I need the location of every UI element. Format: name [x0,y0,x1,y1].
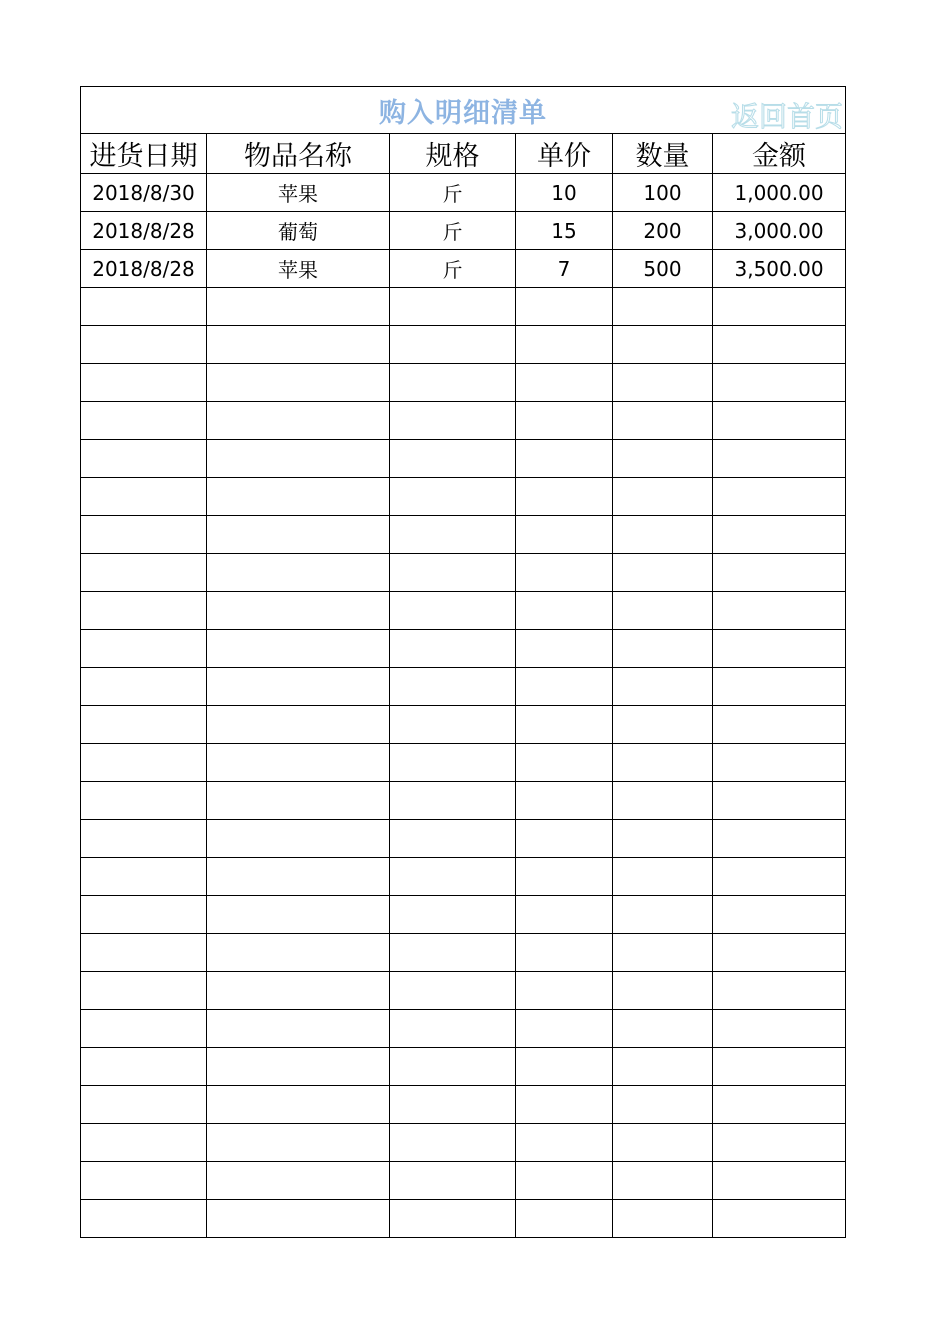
cell-quantity[interactable] [613,630,713,668]
cell-quantity[interactable] [613,782,713,820]
cell-quantity[interactable] [613,896,713,934]
table-row [81,592,846,630]
cell-item-name[interactable] [207,440,390,478]
cell-quantity[interactable] [613,934,713,972]
cell-unit-price[interactable] [516,668,613,706]
title-row [81,87,846,134]
cell-item-name[interactable] [207,630,390,668]
column-header-amount: 金额 [713,134,846,174]
cell-date[interactable] [81,668,207,706]
cell-item-name[interactable]: 苹果 [207,174,390,212]
cell-amount[interactable] [713,326,846,364]
cell-quantity[interactable] [613,668,713,706]
table-row [81,972,846,1010]
cell-unit[interactable] [390,668,516,706]
cell-unit-price[interactable]: 15 [516,212,613,250]
table-row [81,516,846,554]
cell-amount[interactable] [713,744,846,782]
cell-item-name[interactable] [207,934,390,972]
column-header-date: 进货日期 [81,134,207,174]
cell-amount[interactable] [713,1010,846,1048]
cell-item-name[interactable] [207,706,390,744]
cell-item-name[interactable] [207,744,390,782]
cell-item-name[interactable] [207,1010,390,1048]
cell-date[interactable] [81,554,207,592]
cell-amount[interactable]: 3,500.00 [713,250,846,288]
purchase-table [80,86,846,1238]
cell-item-name[interactable] [207,592,390,630]
cell-amount[interactable] [713,820,846,858]
cell-unit[interactable] [390,288,516,326]
cell-unit[interactable]: 斤 [390,250,516,288]
cell-unit-price[interactable] [516,1048,613,1086]
table-row [81,934,846,972]
cell-amount[interactable]: 3,000.00 [713,212,846,250]
cell-unit[interactable] [390,402,516,440]
cell-item-name[interactable] [207,972,390,1010]
cell-quantity[interactable] [613,706,713,744]
table-row [81,250,846,288]
cell-quantity[interactable] [613,1124,713,1162]
cell-amount[interactable] [713,402,846,440]
cell-item-name[interactable] [207,326,390,364]
cell-date[interactable] [81,630,207,668]
cell-unit[interactable] [390,896,516,934]
cell-date[interactable] [81,1162,207,1200]
cell-amount[interactable] [713,1200,846,1238]
sheet-title: 购入明细清单 [379,97,548,129]
cell-unit[interactable] [390,744,516,782]
purchase-detail-sheet [80,86,845,1244]
cell-date[interactable] [81,516,207,554]
cell-quantity[interactable] [613,820,713,858]
cell-quantity[interactable]: 200 [613,212,713,250]
cell-quantity[interactable]: 500 [613,250,713,288]
cell-date[interactable] [81,896,207,934]
cell-amount[interactable] [713,896,846,934]
cell-quantity[interactable] [613,1048,713,1086]
cell-item-name[interactable] [207,516,390,554]
cell-amount[interactable] [713,440,846,478]
cell-amount[interactable] [713,630,846,668]
cell-unit-price[interactable] [516,326,613,364]
table-row [81,1086,846,1124]
cell-item-name[interactable] [207,1086,390,1124]
cell-date[interactable] [81,440,207,478]
cell-date[interactable]: 2018/8/30 [81,174,207,212]
cell-unit-price[interactable] [516,592,613,630]
cell-unit-price[interactable] [516,630,613,668]
cell-date[interactable] [81,744,207,782]
cell-date[interactable] [81,288,207,326]
column-header-quantity: 数量 [613,134,713,174]
table-row [81,1200,846,1238]
cell-unit[interactable] [390,1086,516,1124]
column-header-item-name: 物品名称 [207,134,390,174]
cell-unit-price[interactable] [516,1200,613,1238]
cell-quantity[interactable] [613,402,713,440]
cell-unit[interactable] [390,1048,516,1086]
cell-unit-price[interactable] [516,402,613,440]
cell-item-name[interactable] [207,288,390,326]
cell-amount[interactable] [713,1124,846,1162]
home-link[interactable]: 返回首页 [731,100,844,133]
cell-date[interactable] [81,934,207,972]
cell-unit-price[interactable] [516,364,613,402]
cell-quantity[interactable] [613,592,713,630]
table-row [81,858,846,896]
cell-unit[interactable] [390,630,516,668]
header-row [81,134,846,174]
cell-item-name[interactable] [207,554,390,592]
cell-unit[interactable] [390,820,516,858]
table-row [81,440,846,478]
cell-amount[interactable] [713,1162,846,1200]
table-row [81,1124,846,1162]
cell-unit[interactable] [390,326,516,364]
cell-quantity[interactable] [613,516,713,554]
cell-unit[interactable] [390,364,516,402]
table-row [81,174,846,212]
cell-quantity[interactable] [613,554,713,592]
cell-date[interactable] [81,820,207,858]
cell-item-name[interactable] [207,1200,390,1238]
cell-amount[interactable] [713,364,846,402]
cell-unit-price[interactable] [516,858,613,896]
cell-unit[interactable] [390,554,516,592]
cell-quantity[interactable] [613,1200,713,1238]
cell-unit-price[interactable]: 10 [516,174,613,212]
table-row [81,478,846,516]
table-row [81,744,846,782]
cell-item-name[interactable] [207,364,390,402]
cell-unit-price[interactable] [516,782,613,820]
cell-amount[interactable] [713,858,846,896]
cell-amount[interactable] [713,1048,846,1086]
cell-date[interactable] [81,592,207,630]
cell-date[interactable] [81,1124,207,1162]
cell-amount[interactable] [713,592,846,630]
cell-item-name[interactable] [207,1124,390,1162]
cell-quantity[interactable] [613,744,713,782]
cell-unit[interactable] [390,706,516,744]
cell-amount[interactable] [713,782,846,820]
cell-amount[interactable] [713,934,846,972]
cell-unit-price[interactable] [516,516,613,554]
cell-item-name[interactable] [207,820,390,858]
cell-unit[interactable] [390,858,516,896]
table-row [81,896,846,934]
cell-unit[interactable] [390,1124,516,1162]
cell-unit[interactable] [390,1162,516,1200]
table-row [81,1048,846,1086]
cell-unit-price[interactable] [516,896,613,934]
table-row [81,668,846,706]
cell-unit-price[interactable] [516,706,613,744]
column-header-unit-price: 单价 [516,134,613,174]
table-row [81,630,846,668]
cell-date[interactable] [81,326,207,364]
cell-date[interactable] [81,706,207,744]
table-row [81,212,846,250]
table-row [81,364,846,402]
table-row [81,1162,846,1200]
cell-unit[interactable] [390,782,516,820]
table-row [81,706,846,744]
cell-unit[interactable] [390,478,516,516]
cell-date[interactable] [81,1200,207,1238]
cell-unit[interactable] [390,934,516,972]
cell-quantity[interactable] [613,858,713,896]
cell-amount[interactable] [713,516,846,554]
table-row [81,1010,846,1048]
cell-unit-price[interactable]: 7 [516,250,613,288]
cell-amount[interactable] [713,554,846,592]
column-header-unit: 规格 [390,134,516,174]
cell-date[interactable] [81,1086,207,1124]
table-row [81,288,846,326]
cell-item-name[interactable]: 葡萄 [207,212,390,250]
cell-item-name[interactable] [207,782,390,820]
cell-unit-price[interactable] [516,744,613,782]
cell-unit[interactable]: 斤 [390,212,516,250]
cell-item-name[interactable]: 苹果 [207,250,390,288]
cell-quantity[interactable] [613,326,713,364]
cell-item-name[interactable] [207,478,390,516]
cell-item-name[interactable] [207,402,390,440]
cell-unit[interactable] [390,1010,516,1048]
table-row [81,402,846,440]
cell-date[interactable]: 2018/8/28 [81,250,207,288]
cell-quantity[interactable] [613,364,713,402]
cell-amount[interactable]: 1,000.00 [713,174,846,212]
cell-unit-price[interactable] [516,1086,613,1124]
cell-quantity[interactable]: 100 [613,174,713,212]
cell-quantity[interactable] [613,1162,713,1200]
cell-unit-price[interactable] [516,288,613,326]
cell-date[interactable] [81,402,207,440]
cell-unit[interactable] [390,516,516,554]
cell-date[interactable] [81,858,207,896]
cell-amount[interactable] [713,1086,846,1124]
cell-date[interactable]: 2018/8/28 [81,212,207,250]
cell-unit-price[interactable] [516,934,613,972]
cell-unit-price[interactable] [516,820,613,858]
cell-unit-price[interactable] [516,972,613,1010]
cell-unit-price[interactable] [516,440,613,478]
cell-item-name[interactable] [207,668,390,706]
cell-item-name[interactable] [207,1048,390,1086]
cell-unit-price[interactable] [516,1162,613,1200]
cell-date[interactable] [81,972,207,1010]
cell-quantity[interactable] [613,1086,713,1124]
cell-amount[interactable] [713,706,846,744]
table-row [81,554,846,592]
cell-unit[interactable] [390,440,516,478]
cell-amount[interactable] [713,478,846,516]
cell-unit-price[interactable] [516,1124,613,1162]
cell-quantity[interactable] [613,1010,713,1048]
cell-unit-price[interactable] [516,1010,613,1048]
cell-unit[interactable] [390,1200,516,1238]
cell-amount[interactable] [713,972,846,1010]
cell-amount[interactable] [713,668,846,706]
cell-amount[interactable] [713,288,846,326]
cell-unit-price[interactable] [516,478,613,516]
cell-item-name[interactable] [207,1162,390,1200]
cell-date[interactable] [81,1010,207,1048]
cell-unit[interactable]: 斤 [390,174,516,212]
cell-item-name[interactable] [207,896,390,934]
cell-item-name[interactable] [207,858,390,896]
cell-date[interactable] [81,782,207,820]
title-cell [81,87,846,134]
table-row [81,326,846,364]
cell-date[interactable] [81,478,207,516]
cell-date[interactable] [81,364,207,402]
cell-unit-price[interactable] [516,554,613,592]
cell-quantity[interactable] [613,288,713,326]
cell-quantity[interactable] [613,972,713,1010]
cell-date[interactable] [81,1048,207,1086]
cell-quantity[interactable] [613,440,713,478]
cell-unit[interactable] [390,972,516,1010]
cell-unit[interactable] [390,592,516,630]
table-row [81,782,846,820]
cell-quantity[interactable] [613,478,713,516]
table-row [81,820,846,858]
